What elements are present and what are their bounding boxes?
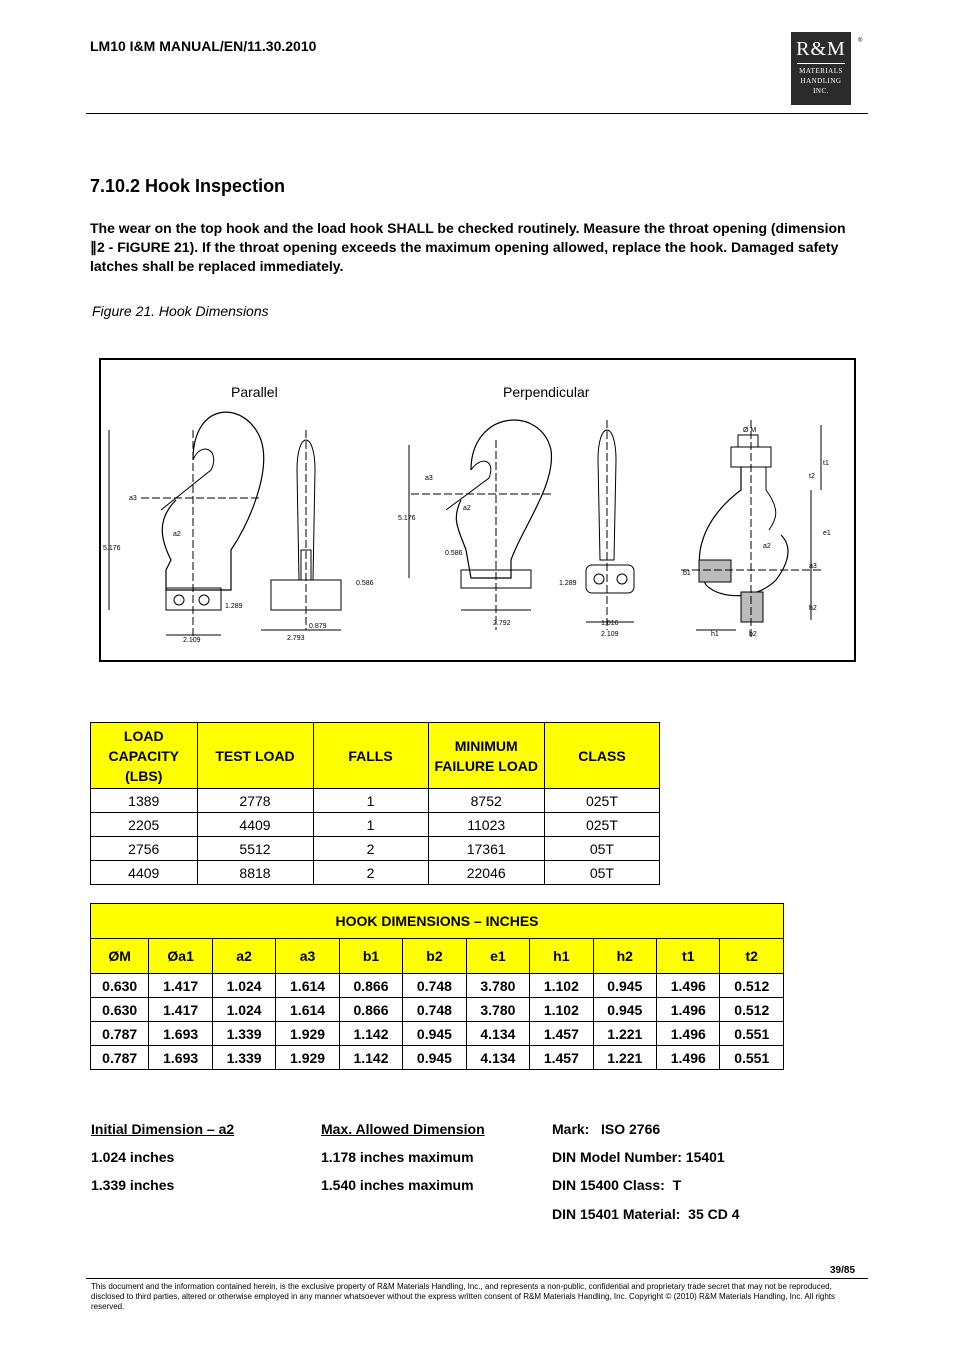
cell: 1.614 [276, 974, 339, 998]
cell: 0.512 [720, 998, 784, 1022]
cell: 1.693 [149, 1022, 212, 1046]
cell: 2778 [197, 789, 313, 813]
company-logo [791, 32, 851, 105]
cell: 0.551 [720, 1022, 784, 1046]
dim-2109-parallel: 2.109 [183, 637, 201, 644]
dim-a2-right: a2 [763, 543, 771, 550]
cell: 025T [544, 813, 659, 837]
dim-a3-right: a3 [809, 563, 817, 570]
cell: 2205 [91, 813, 198, 837]
cell: 0.748 [403, 998, 466, 1022]
cell: 1.693 [149, 1046, 212, 1070]
cell: 0.630 [91, 974, 149, 998]
dim-e1: e1 [823, 530, 831, 537]
cell: 1.024 [212, 974, 275, 998]
dim-table-title: HOOK DIMENSIONS – INCHES [91, 904, 784, 939]
cell: 1.457 [530, 1046, 593, 1070]
header-h1: h1 [530, 939, 593, 974]
dim-1016: 1.016 [601, 620, 619, 627]
header-om: ØM [91, 939, 149, 974]
dim-b1: b1 [683, 570, 691, 577]
load-capacity-table [90, 722, 660, 885]
cell: 0.748 [403, 974, 466, 998]
dim-a3-perpendicular: a3 [425, 475, 433, 482]
cell: 0.630 [91, 998, 149, 1022]
dim-1289-perpendicular: 1.289 [559, 580, 577, 587]
hook-drawing [101, 360, 854, 660]
header-min-failure-load: MINIMUM FAILURE LOAD [428, 723, 544, 789]
cell: 1.339 [212, 1022, 275, 1046]
dim-h2: h2 [809, 605, 817, 612]
header-a2: a2 [212, 939, 275, 974]
cell: 4.134 [466, 1022, 529, 1046]
inspection-paragraph: The wear on the top hook and the load hook SHALL be checked routinely. Measure the throat opening (dimension ∥2 - FIGURE 21). If the throat opening exceeds the maximum opening allowed, replace the hook. Damaged safety latches shall be replaced immediately. [90, 220, 846, 274]
table-row [91, 1022, 784, 1046]
dim-t1: t1 [823, 460, 829, 467]
cell: 1 [313, 789, 428, 813]
note-max-1: 1.178 inches maximum [321, 1149, 474, 1165]
table-row [91, 861, 660, 885]
cell: 025T [544, 789, 659, 813]
note-mark: Mark: ISO 2766 [552, 1121, 661, 1137]
cell: 5512 [197, 837, 313, 861]
table-row [91, 998, 784, 1022]
header-test-load: TEST LOAD [197, 723, 313, 789]
cell: 3.780 [466, 998, 529, 1022]
cell: 1.929 [276, 1022, 339, 1046]
table-row [91, 789, 660, 813]
cell: 1.496 [657, 1022, 720, 1046]
cell: 0.787 [91, 1022, 149, 1046]
hook-dimensions-table [90, 903, 784, 1070]
header-e1: e1 [466, 939, 529, 974]
cell: 05T [544, 861, 659, 885]
dim-2793: 2.793 [287, 635, 305, 642]
footer-disclaimer: This document and the information contained herein, is the exclusive property of R&M Materials Handling, Inc., and represents a non-public, confidential and proprietary trade secret that may not be reproduced, disclosed to third parties, altered or otherwise employed in any manner whatsoever without the express written consent of R&M Materials Handling, Inc. Copyright © (2010) R&M Materials Handling, Inc. All rights reserved. [91, 1282, 836, 1311]
table-row [91, 837, 660, 861]
label-parallel: Parallel [231, 384, 278, 400]
note-din-model: DIN Model Number: 15401 [552, 1149, 725, 1165]
dim-2109-perpendicular: 2.109 [601, 631, 619, 638]
label-perpendicular: Perpendicular [503, 384, 590, 400]
dim-5176-parallel: 5.176 [103, 545, 121, 552]
cell: 8752 [428, 789, 544, 813]
cell: 0.512 [720, 974, 784, 998]
header-t1: t1 [657, 939, 720, 974]
cell: 1.339 [212, 1046, 275, 1070]
cell: 1.142 [339, 1046, 402, 1070]
cell: 0.945 [593, 974, 656, 998]
figure-caption: Figure 21. Hook Dimensions [92, 303, 269, 319]
header-oa1: Øa1 [149, 939, 212, 974]
header-rule [86, 113, 868, 114]
cell: 1.929 [276, 1046, 339, 1070]
document-title: LM10 I&M MANUAL/EN/11.30.2010 [90, 38, 317, 54]
cell: 4409 [91, 861, 198, 885]
cell: 05T [544, 837, 659, 861]
header-h2: h2 [593, 939, 656, 974]
cell: 0.945 [403, 1046, 466, 1070]
logo-line-2: HANDLING [800, 77, 842, 85]
cell: 1389 [91, 789, 198, 813]
dim-h1: h1 [711, 631, 719, 638]
cell: 1.221 [593, 1046, 656, 1070]
cell: 2 [313, 861, 428, 885]
header-falls: FALLS [313, 723, 428, 789]
cell: 1.457 [530, 1022, 593, 1046]
cell: 1.221 [593, 1022, 656, 1046]
dim-a2-perpendicular: a2 [463, 505, 471, 512]
cell: 1 [313, 813, 428, 837]
header-b1: b1 [339, 939, 402, 974]
logo-main: R&M [796, 38, 846, 60]
cell: 0.866 [339, 998, 402, 1022]
cell: 1.142 [339, 1022, 402, 1046]
table-row [91, 974, 784, 998]
cell: 3.780 [466, 974, 529, 998]
header-load-capacity: LOAD CAPACITY (LBS) [91, 723, 198, 789]
cell: 1.614 [276, 998, 339, 1022]
dim-1289-parallel: 1.289 [225, 603, 243, 610]
logo-line-3: INC. [813, 87, 829, 95]
cell: 2756 [91, 837, 198, 861]
table-row [91, 1046, 784, 1070]
dim-5176-perpendicular: 5.176 [398, 515, 416, 522]
note-din-class: DIN 15400 Class: T [552, 1177, 682, 1193]
note-max-2: 1.540 inches maximum [321, 1177, 474, 1193]
dim-table-title-row [91, 904, 784, 939]
header-b2: b2 [403, 939, 466, 974]
note-din-material: DIN 15401 Material: 35 CD 4 [552, 1206, 740, 1222]
cell: 1.496 [657, 998, 720, 1022]
note-max-heading: Max. Allowed Dimension [321, 1121, 485, 1137]
cell: 1.102 [530, 974, 593, 998]
cell: 1.417 [149, 974, 212, 998]
dim-a2-parallel: a2 [173, 531, 181, 538]
cell: 1.417 [149, 998, 212, 1022]
dim-0586-parallel: 0.586 [356, 580, 374, 587]
load-table-header [91, 723, 660, 789]
dim-0586-perpendicular: 0.586 [445, 550, 463, 557]
dim-a3-parallel: a3 [129, 495, 137, 502]
hook-dimensions-figure [99, 358, 856, 662]
page-number: 39/85 [830, 1265, 856, 1276]
cell: 1.496 [657, 1046, 720, 1070]
note-initial-heading: Initial Dimension – a2 [91, 1121, 235, 1137]
dim-table-header [91, 939, 784, 974]
cell: 0.945 [593, 998, 656, 1022]
cell: 0.945 [403, 1022, 466, 1046]
header-class: CLASS [544, 723, 659, 789]
cell: 8818 [197, 861, 313, 885]
dim-2792: 2.792 [493, 620, 511, 627]
dim-t2: t2 [809, 473, 815, 480]
cell: 4409 [197, 813, 313, 837]
cell: 1.024 [212, 998, 275, 1022]
cell: 0.551 [720, 1046, 784, 1070]
header-t2: t2 [720, 939, 784, 974]
cell: 22046 [428, 861, 544, 885]
footer-rule [86, 1278, 868, 1279]
cell: 11023 [428, 813, 544, 837]
table-row [91, 813, 660, 837]
dim-b2: b2 [749, 631, 757, 638]
section-title: 7.10.2 Hook Inspection [90, 176, 286, 196]
dim-m: Ø M [743, 427, 757, 434]
cell: 4.134 [466, 1046, 529, 1070]
note-initial-1: 1.024 inches [91, 1149, 175, 1165]
dim-0879: 0.879 [309, 623, 327, 630]
header-a3: a3 [276, 939, 339, 974]
cell: 0.787 [91, 1046, 149, 1070]
cell: 1.102 [530, 998, 593, 1022]
registered-mark: ® [858, 38, 863, 44]
cell: 1.496 [657, 974, 720, 998]
cell: 2 [313, 837, 428, 861]
logo-line-1: MATERIALS [799, 67, 843, 75]
cell: 0.866 [339, 974, 402, 998]
note-initial-2: 1.339 inches [91, 1177, 175, 1193]
cell: 17361 [428, 837, 544, 861]
